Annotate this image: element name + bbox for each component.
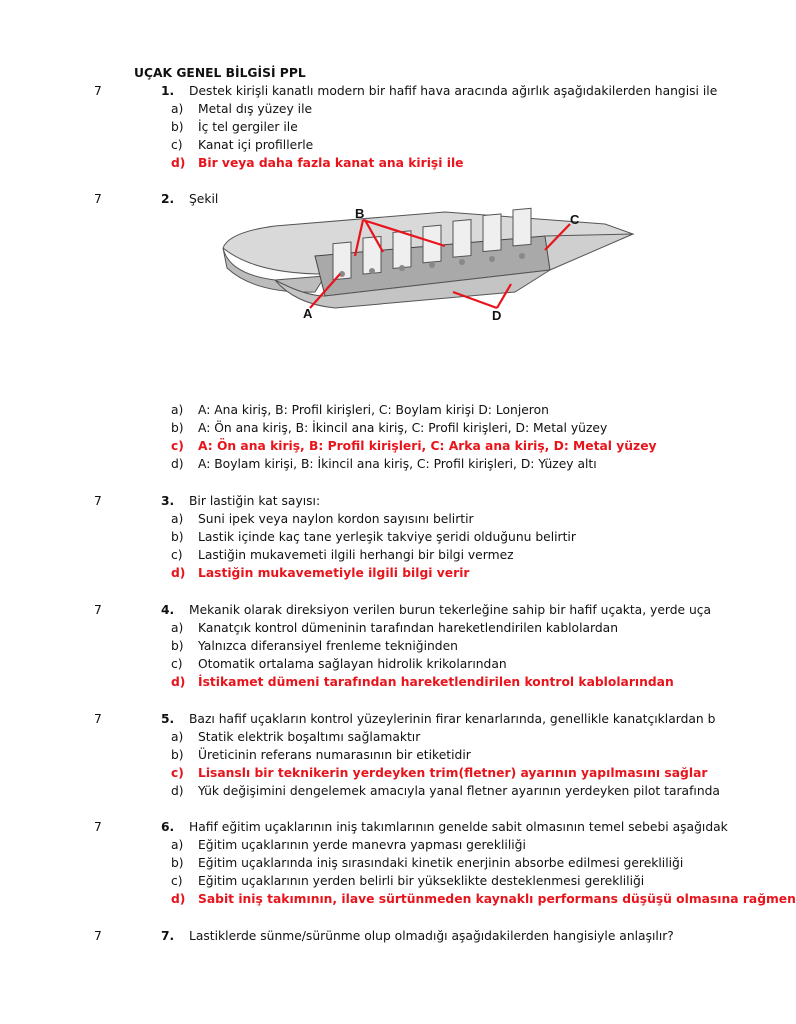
figure-label-d: D <box>492 308 502 323</box>
question-text: Şekil <box>189 192 219 206</box>
option-letter: b) <box>171 748 184 762</box>
option-text: Metal dış yüzey ile <box>198 102 313 116</box>
option-text: Lastiğin mukavemetiyle ilgili bilgi verir <box>198 566 470 580</box>
question-code: 7 <box>94 494 102 508</box>
option-c <box>0 874 768 892</box>
question-6 <box>0 820 796 910</box>
option-text: İç tel gergiler ile <box>198 120 298 134</box>
trailing-edge <box>545 234 633 270</box>
option-text: Sabit iniş takımının, ilave sürtünmeden kaynaklı performans düşüşü olmasına rağmen <box>198 892 796 906</box>
option-a <box>0 512 768 530</box>
option-letter: d) <box>171 457 184 471</box>
option-letter: d) <box>171 675 186 689</box>
option-text: Kanat içi profillerle <box>198 138 314 152</box>
option-letter: b) <box>171 120 184 134</box>
option-letter: d) <box>171 892 186 906</box>
option-text: Eğitim uçaklarının yerden belirli bir yükseklikte desteklenmesi gerekliliği <box>198 874 645 888</box>
figure-label-c: C <box>570 212 580 227</box>
option-b <box>0 639 768 657</box>
option-text: Otomatik ortalama sağlayan hidrolik krikolarından <box>198 657 507 671</box>
option-text: Suni ipek veya naylon kordon sayısını belirtir <box>198 512 474 526</box>
question-number: 1. <box>161 84 175 98</box>
question-1 <box>0 84 768 174</box>
option-letter: d) <box>171 784 184 798</box>
option-d-correct <box>0 892 796 910</box>
option-d <box>0 457 768 475</box>
option-c-correct <box>0 439 768 457</box>
option-a <box>0 730 768 748</box>
question-text: Bazı hafif uçakların kontrol yüzeylerinin firar kenarlarında, genellikle kanatçıklardan b <box>189 712 716 726</box>
option-letter: c) <box>171 766 184 780</box>
option-letter: c) <box>171 439 184 453</box>
option-letter: b) <box>171 856 184 870</box>
question-4 <box>0 603 768 693</box>
question-code: 7 <box>94 712 102 726</box>
option-text: A: Ana kiriş, B: Profil kirişleri, C: Boylam kirişi D: Lonjeron <box>198 403 549 417</box>
question-5 <box>0 712 768 802</box>
option-a <box>0 403 768 421</box>
option-text: A: Ön ana kiriş, B: İkincil ana kiriş, C: Profil kirişleri, D: Metal yüzey <box>198 421 608 435</box>
option-letter: a) <box>171 102 184 116</box>
option-letter: c) <box>171 138 183 152</box>
option-text: Eğitim uçaklarında iniş sırasındaki kinetik enerjinin absorbe edilmesi gerekliliği <box>198 856 684 870</box>
option-c <box>0 657 768 675</box>
option-text: Statik elektrik boşaltımı sağlamaktır <box>198 730 421 744</box>
option-b <box>0 856 768 874</box>
option-text: Lastik içinde kaç tane yerleşik takviye şeridi olduğunu belirtir <box>198 530 576 544</box>
option-letter: d) <box>171 156 186 170</box>
question-code: 7 <box>94 603 102 617</box>
question-text: Mekanik olarak direksiyon verilen burun tekerleğine sahip bir hafif uçakta, yerde uça <box>189 603 712 617</box>
question-text: Destek kirişli kanatlı modern bir hafif hava aracında ağırlık aşağıdakilerden hangisi ile <box>189 84 718 98</box>
option-c-correct <box>0 766 768 784</box>
option-letter: c) <box>171 657 183 671</box>
option-letter: a) <box>171 512 184 526</box>
document-title: UÇAK GENEL BİLGİSİ PPL <box>134 66 306 80</box>
option-b <box>0 120 768 138</box>
question-number: 6. <box>161 820 175 834</box>
option-text: Yalnızca diferansiyel frenleme tekniğinden <box>198 639 458 653</box>
option-a <box>0 102 768 120</box>
question-text: Bir lastiğin kat sayısı: <box>189 494 321 508</box>
option-letter: a) <box>171 403 184 417</box>
option-text: Yük değişimini dengelemek amacıyla yanal fletner ayarının yerdeyken pilot tarafında <box>198 784 720 798</box>
option-text: İstikamet dümeni tarafından hareketlendirilen kontrol kablolarından <box>198 675 674 689</box>
option-letter: b) <box>171 639 184 653</box>
question-3 <box>0 494 768 584</box>
question-text: Hafif eğitim uçaklarının iniş takımlarının genelde sabit olmasının temel sebebi aşağıdak <box>189 820 728 834</box>
option-a <box>0 621 768 639</box>
option-b <box>0 748 768 766</box>
option-letter: d) <box>171 566 186 580</box>
question-text: Lastiklerde sünme/sürünme olup olmadığı aşağıdakilerden hangisiyle anlaşılır? <box>189 929 674 943</box>
option-a <box>0 838 768 856</box>
question-number: 5. <box>161 712 175 726</box>
question-code: 7 <box>94 820 102 834</box>
question-code: 7 <box>94 929 102 943</box>
option-letter: b) <box>171 421 184 435</box>
option-b <box>0 530 768 548</box>
option-d-correct <box>0 566 768 584</box>
option-letter: a) <box>171 838 184 852</box>
option-text: Lastiğin mukavemeti ilgili herhangi bir bilgi vermez <box>198 548 514 562</box>
wing-structure-figure <box>215 196 635 326</box>
figure-label-b: B <box>355 206 365 221</box>
option-text: Bir veya daha fazla kanat ana kirişi ile <box>198 156 464 170</box>
option-text: A: Ön ana kiriş, B: Profil kirişleri, C: Arka ana kiriş, D: Metal yüzey <box>198 439 657 453</box>
option-text: A: Boylam kirişi, B: İkincil ana kiriş, C: Profil kirişleri, D: Yüzey altı <box>198 457 597 471</box>
option-b <box>0 421 768 439</box>
option-text: Lisanslı bir teknikerin yerdeyken trim(fletner) ayarının yapılmasını sağlar <box>198 766 708 780</box>
question-number: 4. <box>161 603 175 617</box>
option-d-correct <box>0 675 768 693</box>
question-number: 3. <box>161 494 175 508</box>
option-c <box>0 138 768 156</box>
option-d <box>0 784 768 802</box>
option-letter: a) <box>171 730 184 744</box>
question-number: 7. <box>161 929 175 943</box>
question-number: 2. <box>161 192 175 206</box>
option-d-correct <box>0 156 768 174</box>
option-letter: c) <box>171 874 183 888</box>
question-code: 7 <box>94 192 102 206</box>
question-code: 7 <box>94 84 102 98</box>
option-text: Kanatçık kontrol dümeninin tarafından hareketlendirilen kablolardan <box>198 621 619 635</box>
question-7 <box>0 929 768 947</box>
option-letter: b) <box>171 530 184 544</box>
option-c <box>0 548 768 566</box>
option-text: Eğitim uçaklarının yerde manevra yapması gerekliliği <box>198 838 526 852</box>
option-text: Üreticinin referans numarasının bir etiketidir <box>198 748 471 762</box>
option-letter: c) <box>171 548 183 562</box>
option-letter: a) <box>171 621 184 635</box>
figure-label-a: A <box>303 306 313 321</box>
question-2-options <box>0 403 768 475</box>
